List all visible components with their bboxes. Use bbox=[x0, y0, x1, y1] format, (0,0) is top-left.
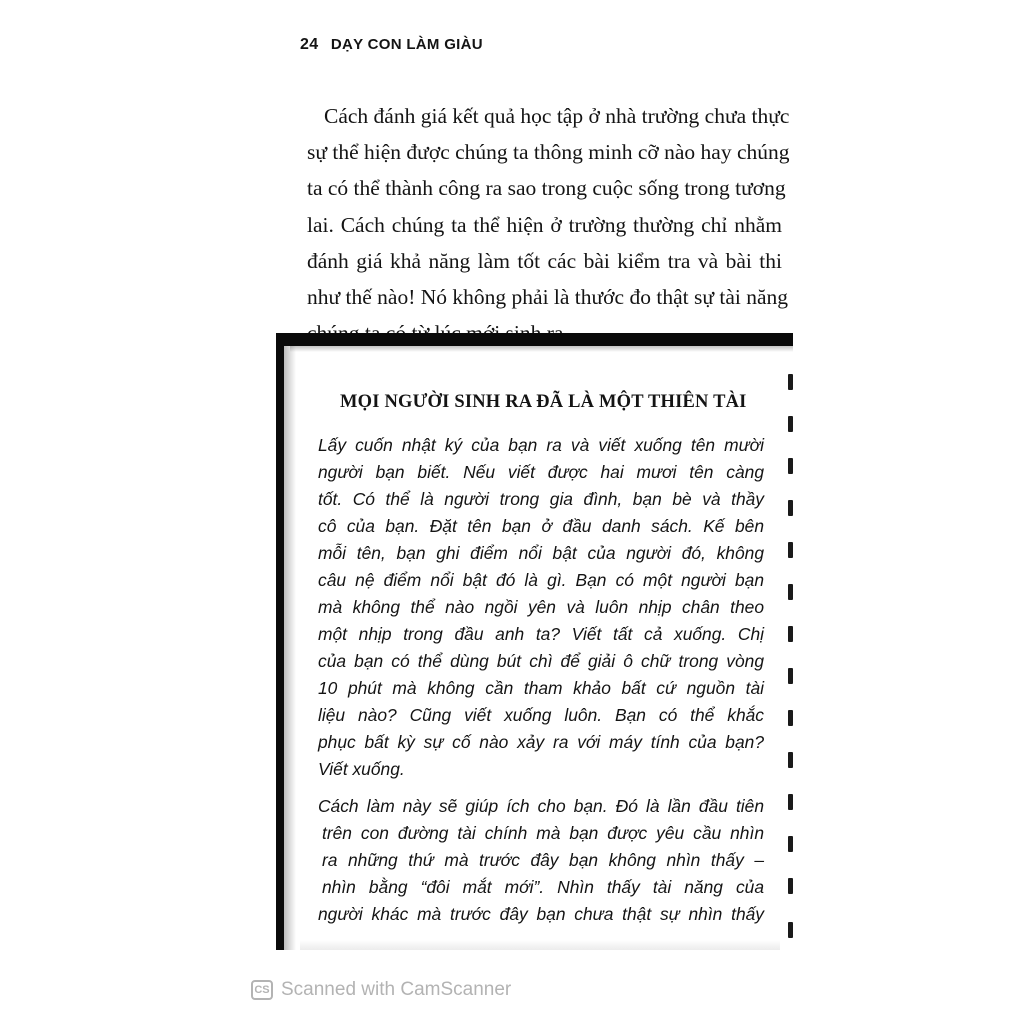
box-body bbox=[318, 432, 764, 928]
edge-mark bbox=[788, 584, 793, 600]
body-line: Cách đánh giá kết quả học tập ở nhà trường chưa thực bbox=[324, 104, 790, 128]
edge-mark bbox=[788, 416, 793, 432]
paragraph-gap bbox=[318, 783, 764, 793]
box-bottom-shadow bbox=[300, 940, 780, 950]
box-line: câu nệ điểm nổi bật đó là gì. Bạn có một người bạn bbox=[318, 570, 764, 590]
box-border-shadow bbox=[290, 346, 793, 352]
box-line: liệu nào? Cũng viết xuống luôn. Bạn có thể khắc bbox=[318, 705, 764, 725]
edge-mark bbox=[788, 836, 793, 852]
page-edge-marks bbox=[786, 360, 798, 960]
running-header bbox=[300, 36, 483, 54]
box-line: phục bất kỳ sự cố nào xảy ra với máy tính của bạn? bbox=[318, 732, 764, 752]
camscanner-watermark bbox=[251, 979, 511, 1001]
box-line: mà không thể nào ngồi yên và luôn nhịp chân theo bbox=[318, 597, 764, 617]
edge-mark bbox=[788, 668, 793, 684]
body-paragraph bbox=[307, 98, 790, 351]
box-line: Viết xuống. bbox=[318, 759, 405, 779]
edge-mark bbox=[788, 794, 793, 810]
edge-mark bbox=[788, 500, 793, 516]
box-line: cô của bạn. Đặt tên bạn ở đầu danh sách. Kế bên bbox=[318, 516, 764, 536]
box-line: người khác mà trước đây bạn chưa thật sự nhìn thấy bbox=[318, 904, 764, 924]
camscanner-logo-icon: CS bbox=[251, 980, 273, 1000]
box-title: MỌI NGƯỜI SINH RA ĐÃ LÀ MỘT THIÊN TÀI bbox=[340, 392, 747, 412]
box-line: mỗi tên, bạn ghi điểm nổi bật của người đó, không bbox=[318, 543, 764, 563]
box-line: Cách làm này sẽ giúp ích cho bạn. Đó là lần đầu tiên bbox=[318, 796, 764, 816]
box-line: ra những thứ mà trước đây bạn không nhìn thấy – bbox=[322, 850, 764, 870]
box-line: của bạn có thể dùng bút chì để giải ô chữ trong vòng bbox=[318, 651, 764, 671]
body-line: như thế nào! Nó không phải là thước đo thật sự tài năng bbox=[307, 284, 789, 309]
box-border-top bbox=[281, 333, 793, 346]
box-line: 10 phút mà không cần tham khảo bất cứ nguồn tài bbox=[318, 678, 764, 698]
watermark-text: Scanned with CamScanner bbox=[281, 979, 512, 1000]
body-line: lai. Cách chúng ta thể hiện ở trường thường chỉ nhằm bbox=[307, 212, 782, 237]
body-line: đánh giá khả năng làm tốt các bài kiểm tra và bài thi bbox=[307, 248, 782, 273]
edge-mark bbox=[788, 626, 793, 642]
edge-mark bbox=[788, 542, 793, 558]
box-line: nhìn bằng “đôi mắt mới”. Nhìn thấy tài năng của bbox=[322, 877, 764, 897]
box-line: người bạn biết. Nếu viết được hai mươi tên càng bbox=[318, 462, 764, 482]
box-line: Lấy cuốn nhật ký của bạn ra và viết xuống tên mười bbox=[318, 435, 764, 455]
edge-mark bbox=[788, 878, 793, 894]
book-title: DẠY CON LÀM GIÀU bbox=[330, 36, 483, 53]
box-line: trên con đường tài chính mà bạn được yêu cầu nhìn bbox=[322, 823, 764, 843]
edge-mark bbox=[788, 374, 793, 390]
edge-mark bbox=[788, 752, 793, 768]
box-line: tốt. Có thể là người trong gia đình, bạn bè và thầy bbox=[318, 489, 764, 509]
box-border-left bbox=[276, 333, 284, 950]
body-line: sự thể hiện được chúng ta thông minh cỡ nào hay chúng bbox=[307, 140, 790, 165]
edge-mark bbox=[788, 922, 793, 938]
body-line: ta có thể thành công ra sao trong cuộc sống trong tương bbox=[307, 176, 786, 201]
page-number: 24 bbox=[300, 36, 319, 53]
edge-mark bbox=[788, 710, 793, 726]
box-line: một nhịp trong đầu anh ta? Viết tất cả xuống. Chị bbox=[318, 624, 764, 644]
box-border-shadow bbox=[284, 346, 296, 950]
edge-mark bbox=[788, 458, 793, 474]
